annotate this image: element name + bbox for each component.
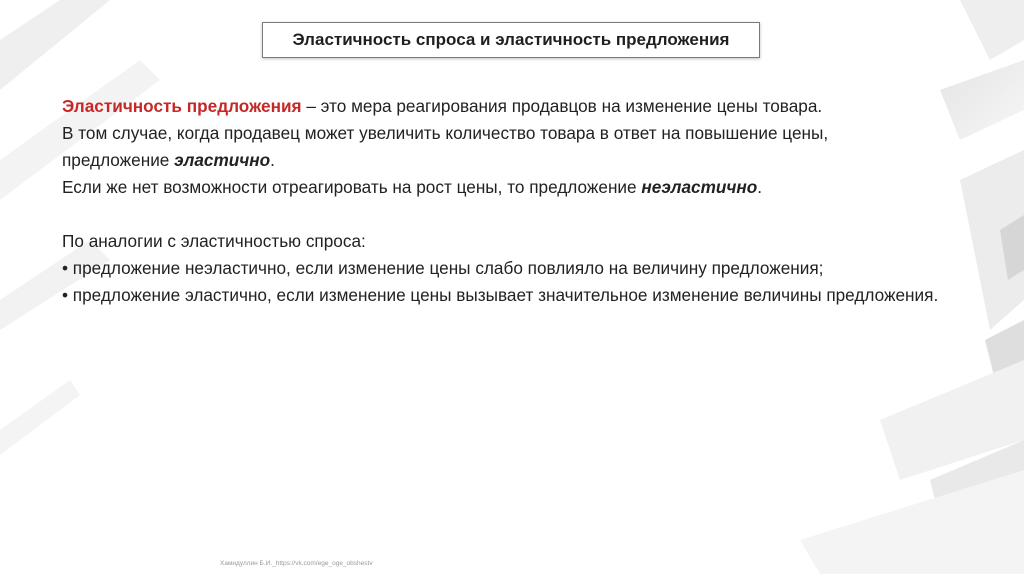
paragraph-spacer <box>62 201 962 228</box>
elastic-suffix: . <box>270 150 275 170</box>
elastic-conclusion-line <box>62 147 962 174</box>
inelastic-emphasis: неэластично <box>641 177 758 197</box>
definition-term: Эластичность предложения <box>62 96 302 116</box>
elastic-condition-line: В том случае, когда продавец может увеличить количество товара в ответ на повышение цены, <box>62 123 829 143</box>
elastic-emphasis: эластично <box>174 150 271 170</box>
bullet-item-elastic: • предложение эластично, если изменение цены вызывает значительное изменение величины предложения. <box>62 285 939 305</box>
inelastic-suffix: . <box>757 177 763 197</box>
elastic-prefix: предложение <box>62 150 175 170</box>
slide-body <box>62 93 962 309</box>
footer-credit: Хамидуллин Б.И._https://vk.com/ege_oge_obshestv <box>220 560 373 567</box>
slide-title: Эластичность спроса и эластичность предложения <box>262 22 760 58</box>
bullet-item-inelastic: • предложение неэластично, если изменение цены слабо повлияло на величину предложения; <box>62 258 824 278</box>
inelastic-line <box>62 174 962 201</box>
definition-paragraph <box>62 93 962 120</box>
inelastic-prefix: Если же нет возможности отреагировать на рост цены, то предложение <box>62 177 642 197</box>
analogy-intro: По аналогии с эластичностью спроса: <box>62 231 366 251</box>
definition-text: – это мера реагирования продавцов на изменение цены товара. <box>301 96 823 116</box>
